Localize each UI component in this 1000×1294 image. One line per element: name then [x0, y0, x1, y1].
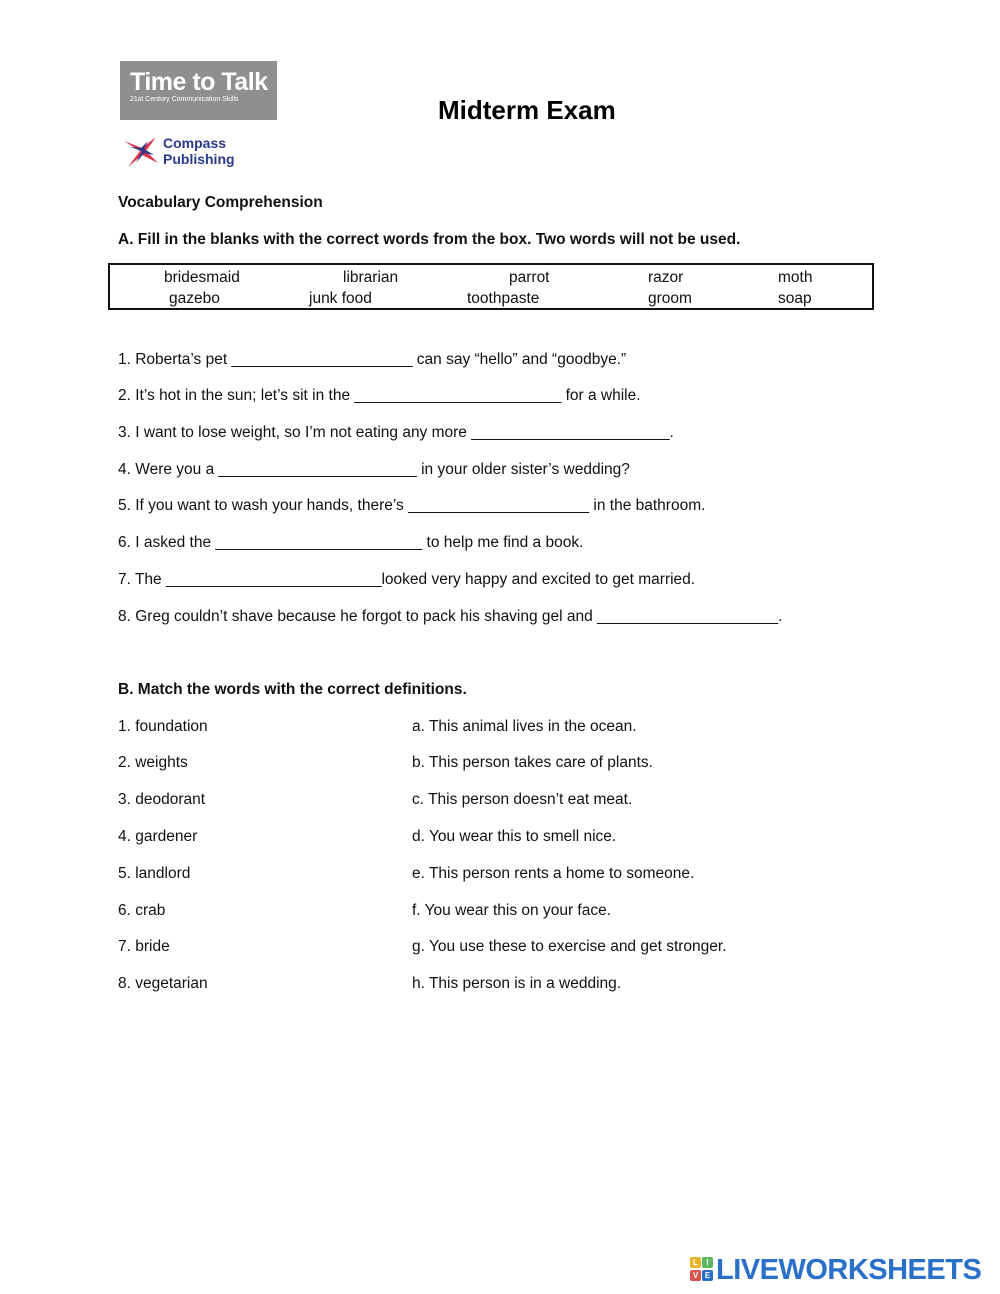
logo-title: Time to Talk	[130, 68, 268, 96]
word-box-item: bridesmaid	[164, 269, 240, 286]
match-word: 4. gardener	[118, 828, 198, 845]
lw-block: I	[702, 1257, 713, 1268]
lw-block: E	[702, 1270, 713, 1281]
lw-block: L	[690, 1257, 701, 1268]
fill-blank-sentence: 5. If you want to wash your hands, there’s _____________________ in the bathroom.	[118, 497, 706, 514]
word-box-item: razor	[648, 269, 684, 286]
time-to-talk-logo	[120, 61, 277, 120]
word-box-item: groom	[648, 290, 692, 307]
match-word: 8. vegetarian	[118, 975, 208, 992]
word-box	[108, 263, 874, 310]
logo-subtitle: 21st Century Communication Skills	[130, 96, 239, 103]
match-word: 6. crab	[118, 902, 166, 919]
match-definition: g. You use these to exercise and get stronger.	[412, 938, 727, 955]
liveworksheets-text: LIVEWORKSHEETS	[716, 1254, 982, 1286]
liveworksheets-blocks-icon	[690, 1257, 714, 1283]
match-definition: b. This person takes care of plants.	[412, 754, 653, 771]
word-box-item: moth	[778, 269, 813, 286]
compass-text	[163, 135, 235, 167]
fill-blank-sentence: 7. The _________________________looked very happy and excited to get married.	[118, 571, 696, 588]
match-definition: c. This person doesn’t eat meat.	[412, 791, 633, 808]
compass-publishing-logo	[122, 133, 242, 171]
match-definition: h. This person is in a wedding.	[412, 975, 622, 992]
word-box-item: toothpaste	[467, 290, 540, 307]
word-box-item: junk food	[309, 290, 372, 307]
fill-blank-sentence: 1. Roberta’s pet _____________________ can say “hello” and “goodbye.”	[118, 351, 627, 368]
compass-line2: Publishing	[163, 151, 235, 167]
fill-blank-sentence: 2. It’s hot in the sun; let’s sit in the ________________________ for a while.	[118, 387, 641, 404]
word-box-item: librarian	[343, 269, 399, 286]
word-box-item: gazebo	[169, 290, 220, 307]
compass-line1: Compass	[163, 135, 227, 151]
compass-star-icon	[122, 133, 162, 171]
match-word: 3. deodorant	[118, 791, 206, 808]
fill-blank-sentence: 3. I want to lose weight, so I’m not eating any more _______________________.	[118, 424, 674, 441]
word-box-item: soap	[778, 290, 812, 307]
match-word: 1. foundation	[118, 718, 208, 735]
fill-blank-sentence: 6. I asked the ________________________ to help me find a book.	[118, 534, 584, 551]
match-definition: e. This person rents a home to someone.	[412, 865, 695, 882]
match-word: 7. bride	[118, 938, 170, 955]
word-box-item: parrot	[509, 269, 550, 286]
part-a-instruction: A. Fill in the blanks with the correct words from the box. Two words will not be used.	[118, 231, 741, 248]
part-b-instruction: B. Match the words with the correct definitions.	[118, 681, 467, 698]
fill-blank-sentence: 4. Were you a _______________________ in your older sister’s wedding?	[118, 461, 630, 478]
page-title: Midterm Exam	[438, 95, 616, 125]
match-word: 2. weights	[118, 754, 188, 771]
match-definition: d. You wear this to smell nice.	[412, 828, 617, 845]
section-heading: Vocabulary Comprehension	[118, 194, 323, 211]
lw-block: V	[690, 1270, 701, 1281]
match-definition: a. This animal lives in the ocean.	[412, 718, 637, 735]
match-definition: f. You wear this on your face.	[412, 902, 612, 919]
fill-blank-sentence: 8. Greg couldn’t shave because he forgot to pack his shaving gel and _____________________.	[118, 608, 783, 625]
match-word: 5. landlord	[118, 865, 191, 882]
